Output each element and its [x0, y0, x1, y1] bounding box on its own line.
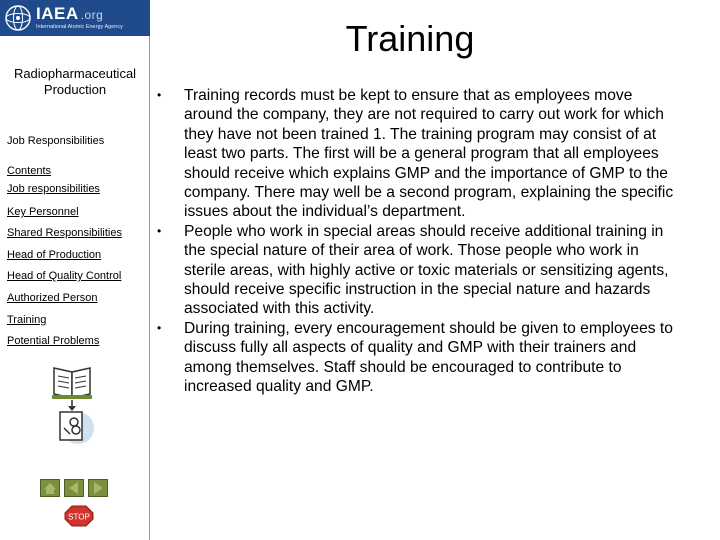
sidebar-item-key-personnel	[7, 206, 79, 218]
page-title: Training	[345, 18, 475, 59]
stop-button[interactable]	[64, 505, 94, 527]
link-potential-problems[interactable]: Potential Problems	[7, 335, 100, 347]
sidebar-item-authorized-person	[7, 292, 98, 304]
sidebar-item-shared-responsibilities	[7, 227, 122, 239]
bullet-item	[155, 222, 675, 319]
bullet-list	[155, 86, 675, 397]
home-icon	[41, 480, 59, 496]
section-title: Radiopharmaceutical Production	[13, 66, 137, 97]
back-arrow-icon	[65, 480, 83, 496]
bullet-glyph: •	[157, 88, 162, 102]
bullet-text: Training records must be kept to ensure that as employees move around the company, they are not required to carry out work for which they have not been trained 1. The training program may consist of at least two parts. The first will be a general program that all employees should receive which explains GMP and the importance of GMP to the company. There may well be a second program, explaining the specific issues about the individual’s department.	[184, 87, 674, 221]
link-authorized-person[interactable]: Authorized Person	[7, 292, 98, 304]
link-key-personnel[interactable]: Key Personnel	[7, 206, 79, 218]
sidebar-item-potential-problems	[7, 335, 99, 347]
bullet-text: People who work in special areas should receive additional training in the special nature of their area of work. Those people who work in sterile areas, with highly active or toxic materials or sensitizing agents, should receive specific instruction in the special nature and hazards associated with this activity.	[184, 222, 669, 318]
forward-button[interactable]	[88, 479, 108, 497]
link-job-responsibilities[interactable]: Job responsibilities	[7, 183, 100, 195]
sidebar	[0, 0, 150, 540]
book-clipboard-icon	[50, 362, 96, 444]
logo-brand: IAEA .org	[36, 4, 104, 23]
logo-tagline: International Atomic Energy Agency	[36, 24, 123, 30]
link-contents[interactable]: Contents	[7, 165, 52, 177]
bullet-glyph: •	[157, 320, 162, 335]
iaea-logo[interactable]	[0, 0, 150, 36]
stop-label: STOP	[68, 512, 90, 522]
forward-arrow-icon	[89, 480, 107, 496]
bullet-glyph: •	[157, 223, 162, 238]
link-training[interactable]: Training	[7, 314, 47, 326]
sidebar-heading: Job Responsibilities	[7, 135, 105, 147]
link-shared-responsibilities[interactable]: Shared Responsibilities	[7, 227, 122, 239]
link-head-of-production[interactable]: Head of Production	[7, 249, 102, 261]
sidebar-item-contents	[7, 165, 51, 177]
bullet-item	[155, 319, 675, 397]
bullet-text: During training, every encouragement should be given to employees to discuss fully all aspects of quality and GMP with their trainers and among themselves. Staff should be encouraged to contribute to increased quality and GMP.	[184, 319, 673, 396]
bullet-item	[155, 86, 675, 222]
back-button[interactable]	[64, 479, 84, 497]
atom-globe-icon	[4, 4, 32, 32]
link-head-of-quality-control[interactable]: Head of Quality Control	[7, 270, 122, 282]
home-button[interactable]	[40, 479, 60, 497]
sidebar-item-job-responsibilities	[7, 183, 100, 195]
navigation-buttons	[40, 479, 112, 497]
sidebar-item-head-of-production	[7, 249, 101, 261]
sidebar-item-head-of-quality-control	[7, 270, 121, 282]
sidebar-item-training	[7, 314, 46, 326]
